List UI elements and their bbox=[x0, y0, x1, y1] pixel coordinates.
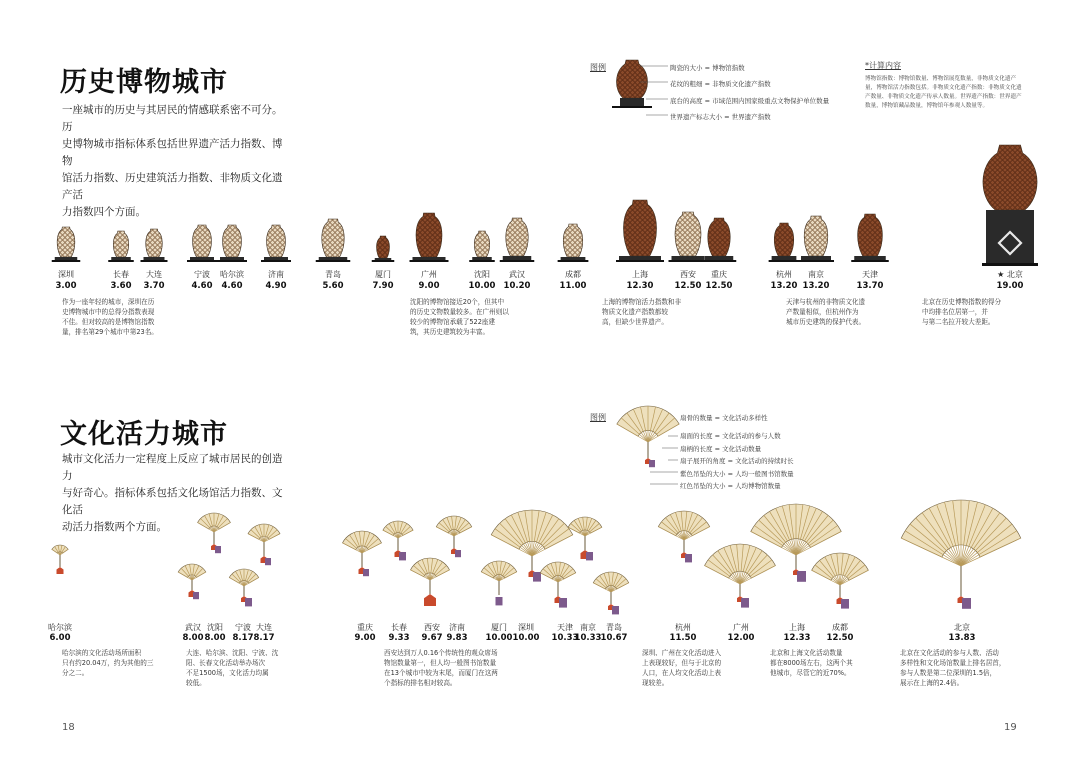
vase-base-foot bbox=[851, 260, 889, 262]
tick-label: 天津 bbox=[557, 623, 573, 632]
tick-label: 武汉 bbox=[509, 270, 525, 279]
data-label: 8.00 bbox=[182, 633, 204, 643]
tick-label: 厦门 bbox=[375, 270, 391, 279]
tick-label: 深圳 bbox=[518, 623, 534, 632]
vase-body bbox=[146, 229, 163, 257]
purple-pendant bbox=[685, 554, 692, 562]
data-label: 10.67 bbox=[600, 633, 628, 643]
fan-mark bbox=[229, 569, 258, 606]
data-label: 19.00 bbox=[996, 281, 1024, 291]
vase-body bbox=[804, 216, 828, 256]
section2-legend-line: 扇面的长度 = 文化活动的参与人数 bbox=[680, 432, 781, 440]
vase-body bbox=[623, 200, 656, 256]
section2-desc-2: 大连、哈尔滨、沈阳、宁波、沈 阳、长春文化活动举办场次 不足1500场，文化活力均属 较低。 bbox=[186, 649, 279, 687]
fan-mark bbox=[178, 564, 206, 599]
fan-leaf bbox=[481, 561, 516, 578]
fan-mark bbox=[901, 500, 1021, 609]
tick-label: 上海 bbox=[632, 270, 648, 279]
red-pendant bbox=[57, 567, 64, 574]
vase-mark bbox=[187, 225, 217, 262]
fan-leaf bbox=[410, 558, 449, 577]
vase-mark bbox=[616, 200, 664, 262]
tick-label: 西安 bbox=[680, 270, 696, 279]
vase-body bbox=[858, 214, 883, 256]
tick-label: 成都 bbox=[565, 270, 581, 279]
vase-base-foot bbox=[187, 260, 217, 262]
section1-legend-line: 底台的高度 = 市域范围内国家级重点文物保护单位数量 bbox=[670, 97, 830, 105]
vase-body bbox=[708, 218, 730, 256]
section2-legend-line: 红色吊坠的大小 = 人均博物馆数量 bbox=[680, 482, 781, 490]
vase-mark bbox=[982, 145, 1038, 266]
data-label: 9.83 bbox=[446, 633, 468, 643]
tick-label: 厦门 bbox=[491, 623, 507, 632]
fan-mark bbox=[410, 558, 449, 606]
data-label: 4.60 bbox=[191, 281, 213, 291]
purple-pendant bbox=[399, 552, 406, 560]
vase-mark bbox=[261, 225, 291, 262]
purple-pendant bbox=[245, 598, 252, 606]
tick-label: 宁波 bbox=[235, 623, 251, 632]
vase-base-foot bbox=[410, 260, 449, 262]
tick-label: 上海 bbox=[789, 623, 805, 632]
note-title: *计算内容 bbox=[865, 61, 901, 70]
vase-base-foot bbox=[500, 260, 535, 262]
fan-leaf bbox=[658, 511, 709, 536]
data-label: 9.00 bbox=[418, 281, 440, 291]
data-label: 3.00 bbox=[55, 281, 77, 291]
section1-intro: 一座城市的历史与其居民的情感联系密不可分。历 史博物城市指标体系包括世界遗产活力指数、博物 馆活力指数、历史建筑活力指数、非物质文化遗产活 力指数四个方面。 bbox=[62, 104, 283, 218]
vase-body bbox=[416, 213, 442, 257]
vase-base-foot bbox=[612, 106, 652, 108]
fan-leaf bbox=[342, 531, 381, 550]
purple-pendant bbox=[841, 599, 849, 609]
red-pendant bbox=[424, 594, 436, 606]
data-label: 8.17 bbox=[232, 633, 254, 643]
legend-vase bbox=[612, 60, 668, 115]
vase-mark bbox=[500, 218, 535, 262]
vase-mark bbox=[108, 231, 134, 262]
fan-mark bbox=[812, 553, 869, 609]
vase-body bbox=[616, 60, 647, 98]
section1-legend-line: 世界遗产标志大小 = 世界遗产指数 bbox=[670, 113, 771, 121]
section1-title: 历史博物城市 bbox=[60, 67, 228, 98]
fan-mark bbox=[705, 544, 776, 608]
data-label: 11.00 bbox=[559, 281, 587, 291]
fan-mark bbox=[383, 521, 413, 560]
vase-base-foot bbox=[702, 260, 737, 262]
page-number-left: 18 bbox=[62, 722, 75, 733]
tick-label: 长春 bbox=[113, 270, 129, 279]
data-label: 13.70 bbox=[856, 281, 884, 291]
vase-body bbox=[322, 219, 344, 257]
vase-base-foot bbox=[769, 260, 800, 262]
fan-mark bbox=[568, 517, 602, 560]
data-label: 12.30 bbox=[626, 281, 654, 291]
section2-desc-3: 西安达到万人0.16个传统性的观众席场 物馆数量第一，但人均一般图书馆数量 在13个城市中较为末尾，而厦门在这两 个指标的排名相对较高。 bbox=[384, 649, 498, 687]
vase-mark bbox=[52, 227, 81, 262]
data-label: 12.50 bbox=[826, 633, 854, 643]
tick-label: 南京 bbox=[580, 623, 596, 632]
purple-pendant bbox=[193, 592, 199, 599]
tick-label: 成都 bbox=[832, 623, 848, 632]
fan-leaf bbox=[436, 516, 471, 533]
tick-label: 哈尔滨 bbox=[48, 623, 72, 632]
section2-desc-5: 北京和上海文化活动数量 都在8000场左右，这两个其 他城市，尽管它的近70%。 bbox=[770, 649, 853, 677]
tick-label: 南京 bbox=[808, 270, 824, 279]
vase-base-foot bbox=[616, 260, 664, 262]
section1-legend-tag: 图例 bbox=[590, 63, 606, 72]
purple-pendant bbox=[496, 597, 503, 605]
fan-mark bbox=[436, 516, 471, 557]
data-label: 9.33 bbox=[388, 633, 410, 643]
vase-base-foot bbox=[316, 260, 351, 262]
fan-mark bbox=[248, 524, 280, 565]
purple-pendant bbox=[962, 598, 971, 609]
vase-base-foot bbox=[469, 260, 495, 262]
data-label: 10.20 bbox=[503, 281, 531, 291]
section1-legend-line: 花纹的粗细 = 非物质文化遗产指数 bbox=[670, 80, 771, 88]
purple-pendant bbox=[797, 571, 806, 582]
vase-body bbox=[377, 236, 390, 258]
vase-base-foot bbox=[558, 260, 589, 262]
tick-label: 重庆 bbox=[357, 623, 373, 632]
purple-pendant bbox=[265, 558, 271, 565]
data-label: 9.00 bbox=[354, 633, 376, 643]
fan-mark bbox=[658, 511, 709, 562]
data-label: 12.33 bbox=[783, 633, 811, 643]
data-label: 6.00 bbox=[49, 633, 71, 643]
data-label: 8.17 bbox=[253, 633, 275, 643]
vase-body bbox=[113, 231, 128, 257]
tick-label: 西安 bbox=[424, 623, 440, 632]
fan-mark bbox=[198, 513, 231, 553]
vase-body bbox=[774, 223, 793, 256]
section2-legend-line: 扇骨的数量 = 文化活动多样性 bbox=[680, 414, 768, 422]
data-label: 10.00 bbox=[485, 633, 513, 643]
section2-legend-tag: 图例 bbox=[590, 413, 606, 422]
section1-desc-3: 上海的博物馆活力指数和非 物质文化遗产指数都较 高，但缺少世界遗产。 bbox=[602, 298, 682, 326]
vase-mark bbox=[798, 216, 834, 262]
section1-desc-4: 天津与杭州的非物质文化遗 产数量相似，但杭州作为 城市历史建筑的保护代表。 bbox=[786, 298, 866, 326]
fan-mark bbox=[593, 572, 628, 614]
page-number-right: 19 bbox=[1004, 722, 1017, 733]
tick-label: 广州 bbox=[421, 270, 437, 279]
data-label: 13.20 bbox=[770, 281, 798, 291]
tick-label: 长春 bbox=[391, 623, 407, 632]
vase-body bbox=[563, 224, 582, 257]
data-label: 10.33 bbox=[574, 633, 602, 643]
data-label: 12.50 bbox=[705, 281, 733, 291]
vase-body bbox=[57, 227, 75, 257]
vase-mark bbox=[558, 224, 589, 262]
tick-label: ★ 北京 bbox=[997, 270, 1023, 279]
data-label: 9.67 bbox=[421, 633, 443, 643]
purple-pendant bbox=[612, 606, 619, 614]
vase-body bbox=[193, 225, 212, 257]
purple-pendant bbox=[649, 460, 655, 467]
vase-mark bbox=[769, 223, 800, 262]
vase-body bbox=[474, 231, 489, 257]
section1-legend-line: 陶瓷的大小 = 博物馆指数 bbox=[670, 64, 745, 72]
vase-body bbox=[675, 212, 701, 256]
vase-mark bbox=[316, 219, 351, 262]
section1-desc-1: 作为一座年轻的城市，深圳在历 史博物城市中的总得分指数表现 不佳。但对较高的是博物馆指数 量，排名第29个城市中第23名。 bbox=[62, 298, 158, 336]
data-label: 8.00 bbox=[204, 633, 226, 643]
vase-mark bbox=[141, 229, 168, 262]
vase-body bbox=[223, 225, 242, 257]
data-label: 10.00 bbox=[512, 633, 540, 643]
tick-label: 重庆 bbox=[711, 270, 727, 279]
tick-label: 青岛 bbox=[606, 623, 622, 632]
tick-label: 宁波 bbox=[194, 270, 210, 279]
purple-pendant bbox=[363, 569, 369, 576]
fan-leaf bbox=[568, 517, 602, 533]
data-label: 7.90 bbox=[372, 281, 394, 291]
vase-base-foot bbox=[798, 260, 834, 262]
purple-pendant bbox=[455, 550, 461, 557]
data-label: 12.50 bbox=[674, 281, 702, 291]
vase-body bbox=[983, 145, 1037, 210]
data-label: 10.33 bbox=[551, 633, 579, 643]
purple-pendant bbox=[586, 552, 593, 560]
note-body: 博物馆指数：博物馆数量、博物馆展览数量，非物质文化遗产 量，博物馆活力指数包括。非物质文化遗产指数：非物质文化遗 产数量、非物质文化遗产传承人数量。世界遗产指数：世界遗产 数量，博物馆藏品数量，博物馆年参观人数量等。 bbox=[865, 76, 1022, 109]
tick-label: 杭州 bbox=[675, 623, 691, 632]
vase-base-foot bbox=[372, 260, 395, 262]
section2-intro: 城市文化活力一定程度上反应了城市居民的创造力 与好奇心。指标体系包括文化场馆活力指数、文化活 动活力指数两个方面。 bbox=[62, 453, 283, 533]
vase-base-foot bbox=[141, 260, 168, 262]
data-label: 11.50 bbox=[669, 633, 697, 643]
data-label: 3.70 bbox=[143, 281, 165, 291]
data-label: 12.00 bbox=[727, 633, 755, 643]
fan-mark bbox=[342, 531, 381, 576]
section2-legend-line: 扇柄的长度 = 文化活动数量 bbox=[680, 445, 762, 453]
fan-leaf bbox=[178, 564, 206, 577]
data-label: 13.20 bbox=[802, 281, 830, 291]
tick-label: 大连 bbox=[146, 270, 162, 279]
fan-mark bbox=[52, 545, 68, 574]
vase-mark bbox=[217, 225, 247, 262]
tick-label: 济南 bbox=[268, 270, 284, 279]
data-label: 10.00 bbox=[468, 281, 496, 291]
vase-mark bbox=[410, 213, 449, 262]
vase-mark bbox=[372, 236, 395, 262]
vase-base-foot bbox=[982, 263, 1038, 266]
section2-desc-4: 深圳、广州在文化活动进入 上表现较好，但与于北京的 人口，在人均文化活动上表 现较差。 bbox=[642, 649, 722, 687]
section2-title: 文化活力城市 bbox=[60, 419, 228, 450]
fan-leaf bbox=[593, 572, 628, 589]
section2-legend-line: 紫色吊坠的大小 = 人均一般图书馆数量 bbox=[680, 470, 794, 478]
fan-leaf bbox=[52, 545, 68, 553]
tick-label: 沈阳 bbox=[207, 623, 223, 632]
vase-body bbox=[267, 225, 286, 257]
data-label: 5.60 bbox=[322, 281, 344, 291]
tick-label: 青岛 bbox=[325, 270, 341, 279]
tick-label: 大连 bbox=[256, 623, 272, 632]
purple-pendant bbox=[533, 572, 541, 582]
purple-pendant bbox=[741, 598, 749, 608]
section2-desc-1: 哈尔滨的文化活动场所面积 只有约20.04万，约为其他的三 分之二。 bbox=[62, 649, 154, 677]
fan-leaf bbox=[812, 553, 869, 580]
section2-legend-line: 扇子展开的角度 = 文化活动的持续时长 bbox=[680, 457, 794, 465]
tick-label: 武汉 bbox=[185, 623, 201, 632]
vase-mark bbox=[702, 218, 737, 262]
vase-body bbox=[506, 218, 528, 256]
data-label: 13.83 bbox=[948, 633, 976, 643]
vase-mark bbox=[669, 212, 708, 262]
vase-base-foot bbox=[217, 260, 247, 262]
fan-leaf bbox=[705, 544, 776, 578]
data-label: 4.60 bbox=[221, 281, 243, 291]
tick-label: 济南 bbox=[449, 623, 465, 632]
purple-pendant bbox=[559, 598, 567, 608]
tick-label: 杭州 bbox=[776, 270, 792, 279]
tick-label: 哈尔滨 bbox=[220, 270, 244, 279]
vase-base-foot bbox=[52, 260, 81, 262]
section1-desc-5: 北京在历史博物指数的得分 中均排名位居第一，并 与第二名拉开较大差距。 bbox=[922, 298, 1002, 326]
section1-desc-2: 沈阳的博物馆接近20个，但其中 的历史文物数量较多。在广州则以 较少的博物馆承载了522座建 筑，其历史建筑较为丰富。 bbox=[410, 298, 509, 336]
vase-mark bbox=[469, 231, 495, 262]
vase-base-foot bbox=[669, 260, 708, 262]
vase-base-foot bbox=[261, 260, 291, 262]
purple-pendant bbox=[215, 546, 221, 553]
data-label: 3.60 bbox=[110, 281, 132, 291]
tick-label: 天津 bbox=[862, 270, 878, 279]
tick-label: 深圳 bbox=[58, 270, 74, 279]
vase-base bbox=[986, 210, 1034, 265]
data-label: 4.90 bbox=[265, 281, 287, 291]
tick-label: 北京 bbox=[954, 623, 970, 632]
fan-mark bbox=[617, 406, 679, 467]
vase-base-foot bbox=[108, 260, 134, 262]
tick-label: 广州 bbox=[733, 623, 749, 632]
fan-mark bbox=[481, 561, 516, 605]
vase-mark bbox=[851, 214, 889, 262]
tick-label: 沈阳 bbox=[474, 270, 490, 279]
section2-desc-6: 北京在文化活动的参与人数、活动 多样性和文化场馆数量上排名居首， 参与人数是第二位深圳的1.5倍， 展示在上海的2.4倍。 bbox=[900, 649, 1006, 687]
fan-leaf bbox=[540, 562, 575, 579]
fan-mark bbox=[540, 562, 575, 608]
